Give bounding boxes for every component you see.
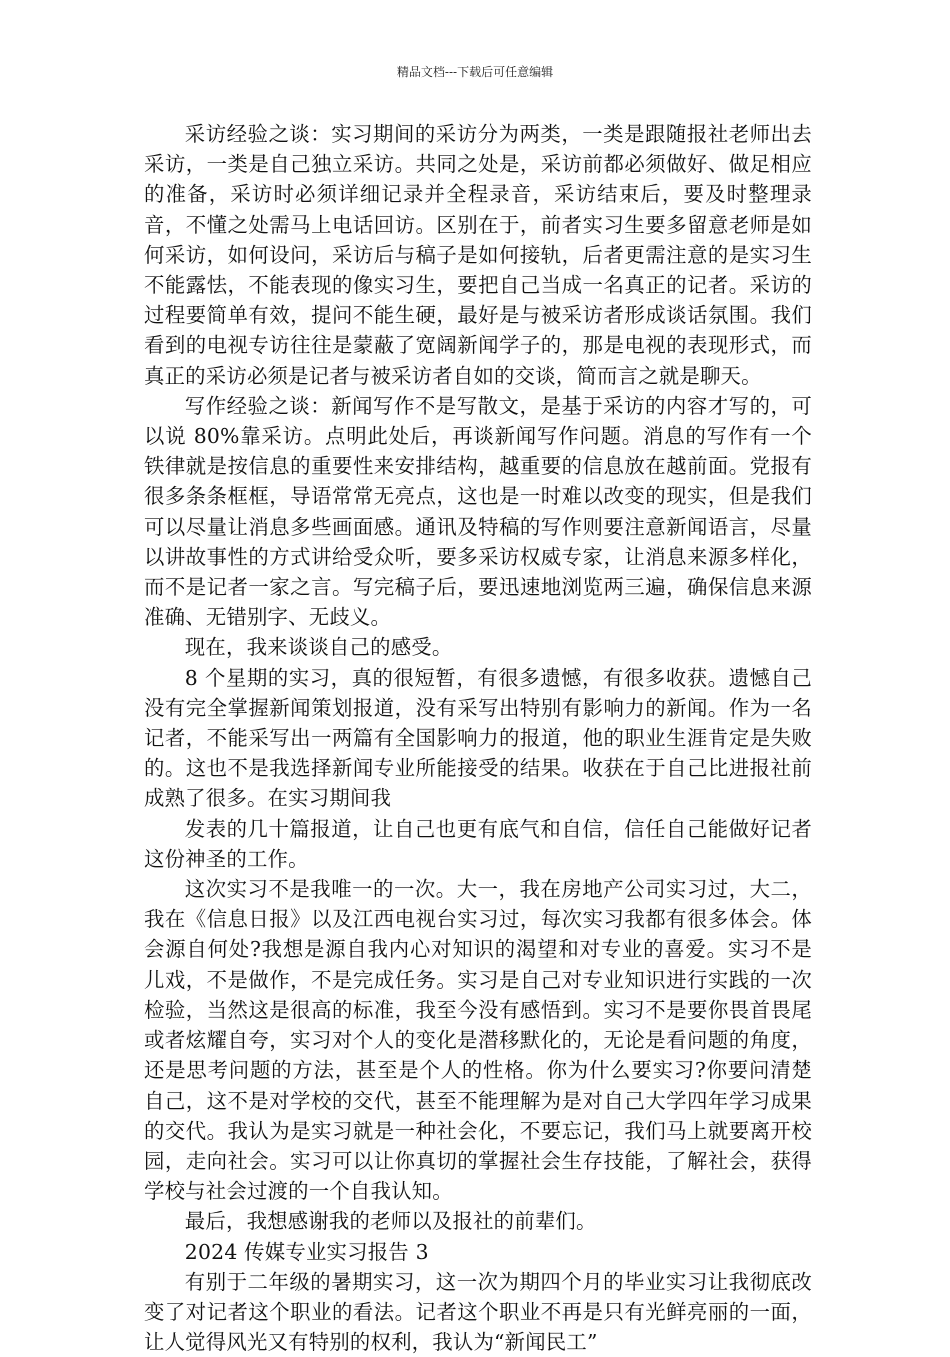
paragraph-feelings-intro: 现在，我来谈谈自己的感受。	[184, 635, 453, 660]
paragraph-thanks: 最后，我想感谢我的老师以及报社的前辈们。	[184, 1209, 597, 1234]
paragraph-writing-experience: 写作经验之谈：新闻写作不是写散文，是基于采访的内容才写的，可以说 80%靠采访。点明此处后，再谈新闻写作问题。消息的写作有一个铁律就是按信息的重要性来安排结构，越重要的信息放在越前面。党报有很多条条框框，导语常常无亮点，这也是一时难以改变的现实，但是我们可以尽量让消息多些画面感。通讯及特稿的写作则要注意新闻语言，尽量以讲故事性的方式讲给受众听，要多采访权威专家，让消息来源多样化，而不是记者一家之言。写完稿子后，要迅速地浏览两三遍，确保信息来源准确、无错别字、无歧义。	[144, 393, 812, 630]
section-heading-report-3: 2024 传媒专业实习报告 3	[184, 1239, 429, 1264]
paragraph-eight-weeks: 8 个星期的实习，真的很短暂，有很多遗憾，有很多收获。遗憾自己没有完全掌握新闻策划报道，没有采写出特别有影响力的新闻。作为一名记者，不能采写出一两篇有全国影响力的报道，他的职业生涯肯定是失败的。这也不是我选择新闻专业所能接受的结果。收获在于自己比进报社前成熟了很多。在实习期间我	[144, 665, 812, 811]
paragraph-published-reports: 发表的几十篇报道，让自己也更有底气和自信，信任自己能做好记者这份神圣的工作。	[144, 816, 812, 871]
paragraph-not-only-internship: 这次实习不是我唯一的一次。大一，我在房地产公司实习过，大二，我在《信息日报》以及江西电视台实习过，每次实习我都有很多体会。体会源自何处?我想是源自我内心对知识的渴望和对专业的喜爱。实习不是儿戏，不是做作，不是完成任务。实习是自己对专业知识进行实践的一次检验，当然这是很高的标准，我至今没有感悟到。实习不是要你畏首畏尾或者炫耀自夸，实习对个人的变化是潜移默化的，无论是看问题的角度，还是思考问题的方法，甚至是个人的性格。你为什么要实习?你要问清楚自己，这不是对学校的交代，甚至不能理解为是对自己大学四年学习成果的交代。我认为是实习就是一种社会化，不要忘记，我们马上就要离开校园，走向社会。实习可以让你真切的掌握社会生存技能，了解社会，获得学校与社会过渡的一个自我认知。	[144, 877, 812, 1204]
document-body	[144, 119, 812, 1357]
paragraph-graduation-internship: 有别于二年级的暑期实习，这一次为期四个月的毕业实习让我彻底改变了对记者这个职业的看法。记者这个职业不再是只有光鲜亮丽的一面，让人觉得风光又有特别的权利，我认为“新闻民工”	[144, 1269, 812, 1355]
page-header: 精品文档---下载后可任意编辑	[396, 65, 554, 79]
paragraph-interview-experience: 采访经验之谈：实习期间的采访分为两类，一类是跟随报社老师出去采访，一类是自己独立采访。共同之处是，采访前都必须做好、做足相应的准备，采访时必须详细记录并全程录音，采访结束后，要及时整理录音，不懂之处需马上电话回访。区别在于，前者实习生要多留意老师是如何采访，如何设问，采访后与稿子是如何接轨，后者更需注意的是实习生不能露怯，不能表现的像实习生，要把自己当成一名真正的记者。采访的过程要简单有效，提问不能生硬，最好是与被采访者形成谈话氛围。我们看到的电视专访往往是蒙蔽了宽阔新闻学子的，那是电视的表现形式，而真正的采访必须是记者与被采访者自如的交谈，简而言之就是聊天。	[144, 122, 812, 388]
